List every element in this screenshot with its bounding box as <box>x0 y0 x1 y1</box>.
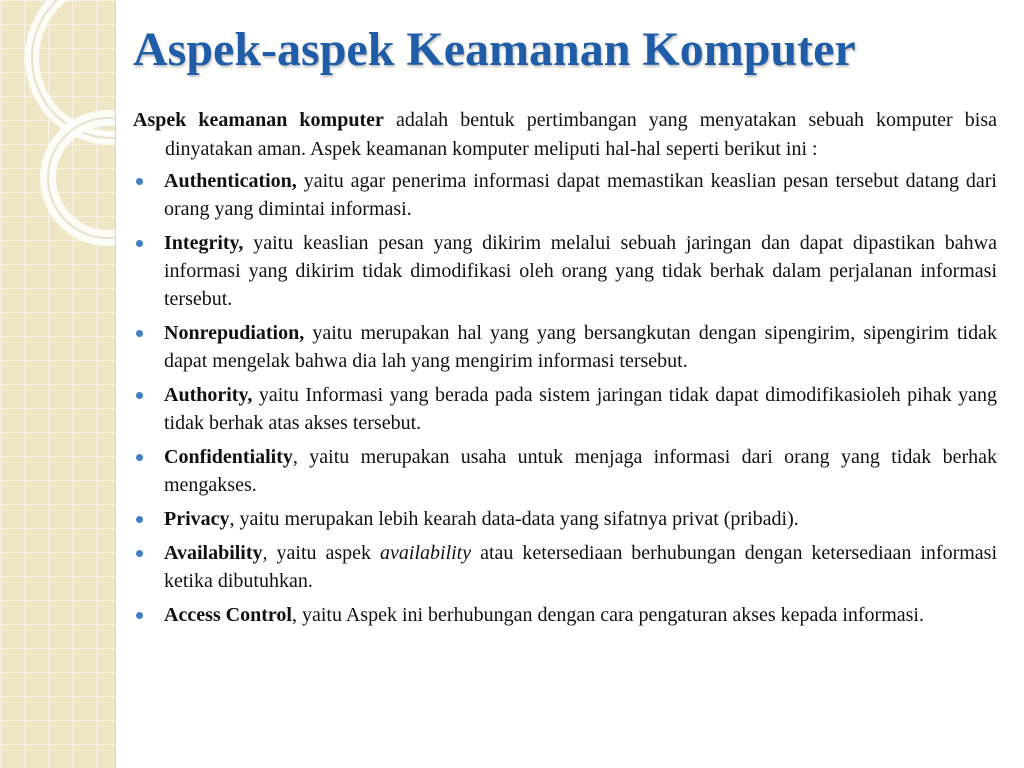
bullet-icon <box>136 454 143 461</box>
intro-paragraph <box>133 106 997 164</box>
list-item-italic: availability <box>380 542 472 564</box>
list-item-term: Access Control <box>164 604 292 626</box>
list-item-access-control <box>133 601 997 629</box>
list-item-term: Authority, <box>164 384 253 406</box>
list-item-authority <box>133 381 997 437</box>
list-item-term: Privacy <box>164 508 230 530</box>
list-item-text: yaitu merupakan hal yang yang bersangkutan dengan sipengirim, sipengirim tidak dapat mengelak bahwa dia lah yang mengirim informasi tersebut. <box>164 322 997 372</box>
list-item-term: Authentication, <box>164 170 297 192</box>
list-item-nonrepudiation <box>133 319 997 375</box>
list-item-availability <box>133 539 997 595</box>
decorative-sidebar <box>0 0 116 768</box>
list-item-term: Integrity, <box>164 232 244 254</box>
bullet-icon <box>136 516 143 523</box>
list-item-text: yaitu agar penerima informasi dapat memastikan keaslian pesan tersebut datang dari orang yang dimintai informasi. <box>164 170 997 220</box>
bullet-icon <box>136 178 143 185</box>
bullet-icon <box>136 612 143 619</box>
list-item-text: atau ketersediaan berhubungan dengan ketersediaan informasi ketika dibutuhkan. <box>164 542 998 592</box>
bullet-icon <box>136 330 143 337</box>
bullet-icon <box>136 240 143 247</box>
list-item-text: yaitu keaslian pesan yang dikirim melalui sebuah jaringan dan dapat dipastikan bahwa informasi yang dikirim tidak dimodifikasi oleh orang yang tidak berhak dalam perjalanan informasi tersebut. <box>164 232 997 310</box>
list-item-confidentiality <box>133 443 997 499</box>
list-item-term: Nonrepudiation, <box>164 322 305 344</box>
list-item-term: Availability <box>164 542 263 564</box>
list-item-privacy <box>133 505 997 533</box>
slide-title: Aspek-aspek Keamanan Komputer <box>133 23 856 76</box>
intro-term: Aspek keamanan komputer <box>133 109 384 131</box>
slide-content <box>133 106 997 635</box>
list-item-integrity <box>133 229 997 313</box>
list-item-text: , yaitu Aspek ini berhubungan dengan cara pengaturan akses kepada informasi. <box>291 604 924 626</box>
bullet-icon <box>136 550 143 557</box>
decorative-circles-graphic <box>0 0 115 768</box>
list-item-text: , yaitu aspek <box>262 542 381 564</box>
bullet-icon <box>136 392 143 399</box>
list-item-text: yaitu Informasi yang berada pada sistem jaringan tidak dapat dimodifikasioleh pihak yang tidak berhak atas akses tersebut. <box>164 384 997 434</box>
list-item-text: , yaitu merupakan lebih kearah data-data yang sifatnya privat (pribadi). <box>229 508 799 530</box>
aspects-list <box>133 167 997 629</box>
list-item-text: , yaitu merupakan usaha untuk menjaga informasi dari orang yang tidak berhak mengakses. <box>164 446 997 496</box>
list-item-term: Confidentiality <box>164 446 293 468</box>
list-item-authentication <box>133 167 997 223</box>
intro-text: adalah bentuk pertimbangan yang menyatakan sebuah komputer bisa dinyatakan aman. Aspek keamanan komputer meliputi hal-hal seperti berikut ini : <box>165 109 998 160</box>
